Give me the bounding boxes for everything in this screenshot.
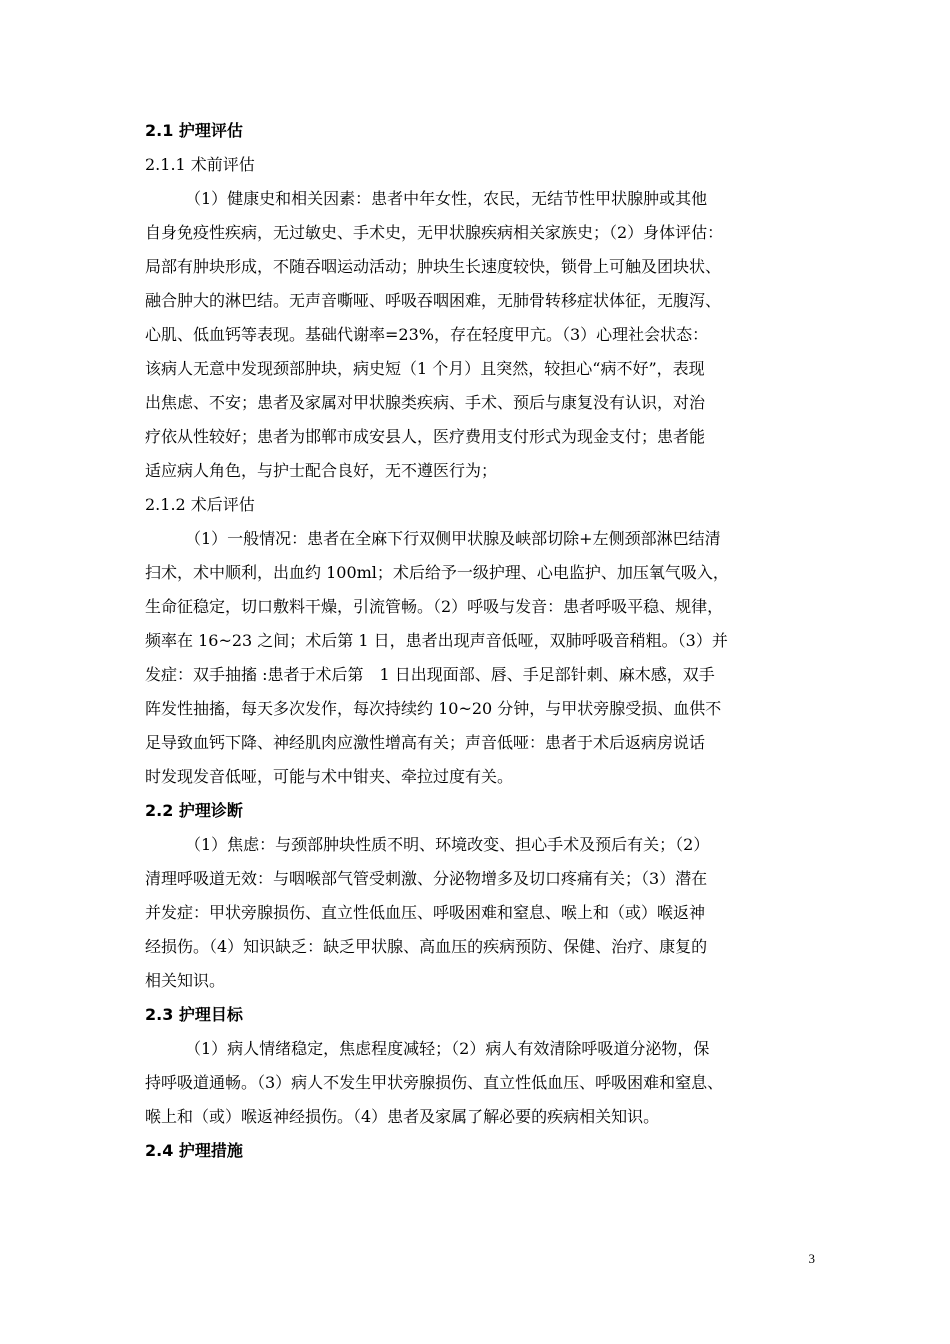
text-line: 疗依从性较好；患者为邯郸市成安县人，医疗费用支付形式为现金支付；患者能 xyxy=(145,427,706,446)
text-line: 清理呼吸道无效：与咽喉部气管受刺激、分泌物增多及切口疼痛有关；（3）潜在 xyxy=(145,869,708,888)
text-line: 经损伤。（4）知识缺乏：缺乏甲状腺、高血压的疾病预防、保健、治疗、康复的 xyxy=(145,937,708,956)
text-line: 自身免疫性疾病，无过敏史、手术史，无甲状腺疾病相关家族史；（2）身体评估： xyxy=(145,223,724,242)
text-line: 并发症：甲状旁腺损伤、直立性低血压、呼吸困难和窒息、喉上和（或）喉返神 xyxy=(145,903,706,922)
section-heading-2-2: 2.2 护理诊断 xyxy=(145,801,243,820)
text-line: 扫术，术中顺利，出血约 100ml；术后给予一级护理、心电监护、加压氧气吸入， xyxy=(145,563,729,582)
text-line: （1）病人情绪稳定，焦虑程度减轻；（2）病人有效清除呼吸道分泌物，保 xyxy=(185,1039,710,1058)
section-heading-2-3: 2.3 护理目标 xyxy=(145,1005,243,1024)
text-line: 出焦虑、不安；患者及家属对甲状腺类疾病、手术、预后与康复没有认识，对治 xyxy=(145,393,706,412)
subsection-heading-2-1-2: 2.1.2 术后评估 xyxy=(145,495,255,514)
page-content xyxy=(145,120,807,1174)
subsection-heading-2-1-1: 2.1.1 术前评估 xyxy=(145,155,255,174)
text-line: （1）健康史和相关因素：患者中年女性，农民，无结节性甲状腺肿或其他 xyxy=(185,189,708,208)
text-line: 持呼吸道通畅。（3）病人不发生甲状旁腺损伤、直立性低血压、呼吸困难和窒息、 xyxy=(145,1073,724,1092)
text-line: 该病人无意中发现颈部肿块，病史短（1 个月）且突然，较担心“病不好”，表现 xyxy=(145,359,705,378)
text-line: 频率在 16~23 之间；术后第 1 日，患者出现声音低哑，双肺呼吸音稍粗。（3）并 xyxy=(145,631,728,650)
paragraph-nursing-goals xyxy=(145,1038,807,1140)
text-line: 心肌、低血钙等表现。基础代谢率=23%，存在轻度甲亢。（3）心理社会状态： xyxy=(145,325,709,344)
section-heading-2-4: 2.4 护理措施 xyxy=(145,1141,243,1160)
text-line: 生命征稳定，切口敷料干燥，引流管畅。（2）呼吸与发音：患者呼吸平稳、规律， xyxy=(145,597,724,616)
text-line: 时发现发音低哑，可能与术中钳夹、牵拉过度有关。 xyxy=(145,767,514,786)
paragraph-postoperative-assessment xyxy=(145,528,807,800)
text-line: （1）一般情况：患者在全麻下行双侧甲状腺及峡部切除+左侧颈部淋巴结清 xyxy=(185,529,721,548)
text-line: 相关知识。 xyxy=(145,971,226,990)
section-heading-2-1: 2.1 护理评估 xyxy=(145,121,243,140)
text-line: 适应病人角色，与护士配合良好，无不遵医行为； xyxy=(145,461,498,480)
text-line: 融合肿大的淋巴结。无声音嘶哑、呼吸吞咽困难，无肺骨转移症状体征，无腹泻、 xyxy=(145,291,722,310)
text-line: 足导致血钙下降、神经肌肉应激性增高有关；声音低哑：患者于术后返病房说话 xyxy=(145,733,706,752)
text-line: 阵发性抽搐，每天多次发作，每次持续约 10~20 分钟，与甲状旁腺受损、血供不 xyxy=(145,699,722,718)
page-number: 3 xyxy=(808,1251,815,1266)
text-line: （1）焦虑：与颈部肿块性质不明、环境改变、担心手术及预后有关；（2） xyxy=(185,835,710,854)
paragraph-nursing-diagnosis xyxy=(145,834,807,1004)
text-line: 发症：双手抽搐 :患者于术后第 1 日出现面部、唇、手足部针刺、麻木感，双手 xyxy=(145,665,715,684)
text-line: 局部有肿块形成，不随吞咽运动活动；肿块生长速度较快，锁骨上可触及团块状、 xyxy=(145,257,722,276)
paragraph-preoperative-assessment xyxy=(145,188,807,494)
text-line: 喉上和（或）喉返神经损伤。（4）患者及家属了解必要的疾病相关知识。 xyxy=(145,1107,660,1126)
